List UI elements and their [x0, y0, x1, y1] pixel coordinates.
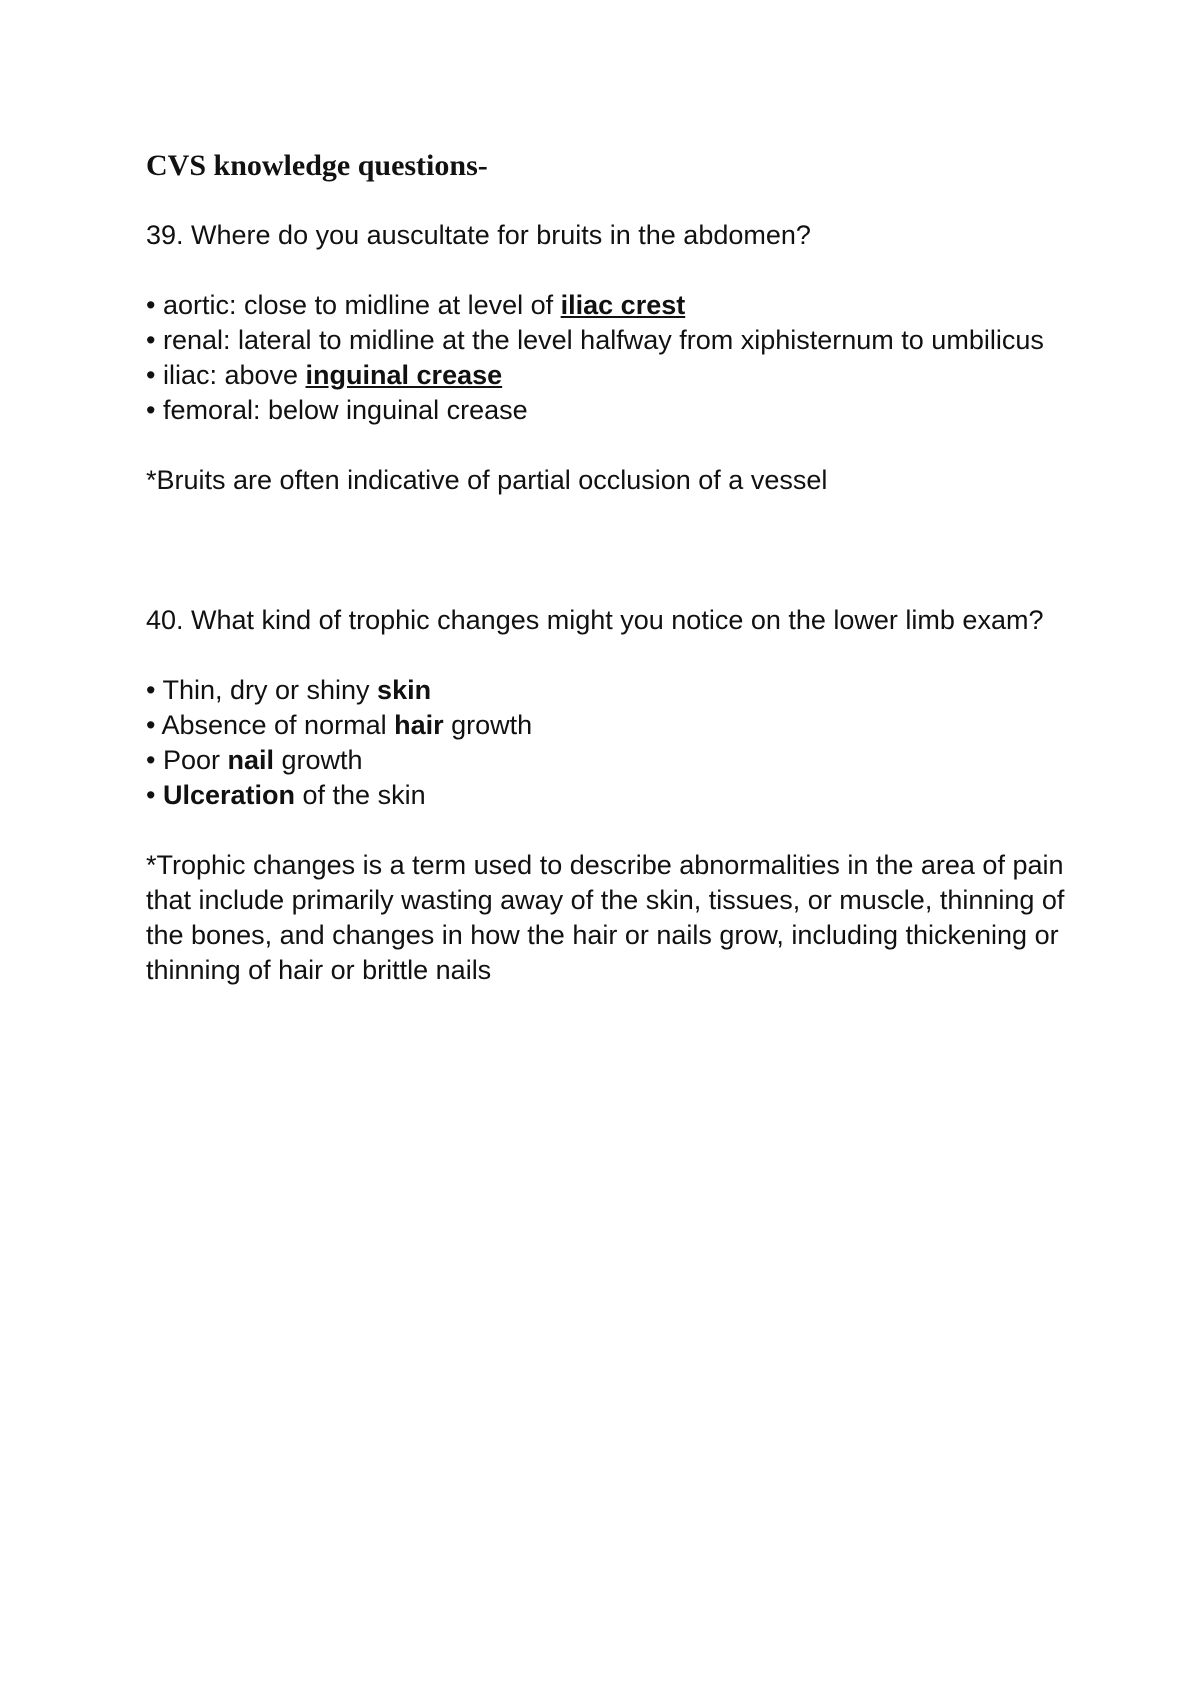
question-40: 40. What kind of trophic changes might you notice on the lower limb exam? [146, 605, 1044, 635]
bullet-renal: • renal: lateral to midline at the level halfway from xiphisternum to umbilicus [146, 325, 1044, 355]
document-content [146, 148, 1086, 988]
bullet-iliac [146, 358, 1086, 393]
bullet-iliac-text: • iliac: above [146, 360, 306, 390]
bullet-femoral: • femoral: below inguinal crease [146, 395, 528, 425]
bullet-hair-suffix: growth [443, 710, 533, 740]
question-40-note: *Trophic changes is a term used to describe abnormalities in the area of pain that include primarily wasting away of the skin, tissues, or muscle, thinning of the bones, and changes in how the hair or nails grow, including thickening or thinning of hair or brittle nails [146, 850, 1065, 985]
question-39: 39. Where do you auscultate for bruits in the abdomen? [146, 220, 811, 250]
term-skin: skin [377, 675, 432, 705]
bullet-nail-suffix: growth [274, 745, 363, 775]
bullet-aortic-text: • aortic: close to midline at level of [146, 290, 561, 320]
question-40-answers [146, 673, 1086, 813]
term-hair: hair [394, 710, 444, 740]
bullet-nail [146, 743, 1086, 778]
bullet-skin-text: • Thin, dry or shiny [146, 675, 378, 705]
bullet-ulceration-suffix: of the skin [295, 780, 426, 810]
bullet-nail-text: • Poor [146, 745, 228, 775]
term-inguinal-crease: inguinal crease [305, 360, 503, 390]
bullet-skin [146, 673, 1086, 708]
section-spacer [146, 498, 1086, 603]
bullet-hair [146, 708, 1086, 743]
question-39-note: *Bruits are often indicative of partial occlusion of a vessel [146, 465, 828, 495]
document-title: CVS knowledge questions- [146, 149, 488, 182]
bullet-aortic [146, 288, 1086, 323]
bullet-ulceration-text: • [146, 780, 163, 810]
bullet-ulceration [146, 778, 1086, 813]
bullet-hair-text: • Absence of normal [146, 710, 395, 740]
term-iliac-crest: iliac crest [560, 290, 686, 320]
term-ulceration: Ulceration [162, 780, 296, 810]
question-39-answers [146, 288, 1086, 428]
term-nail: nail [227, 745, 275, 775]
